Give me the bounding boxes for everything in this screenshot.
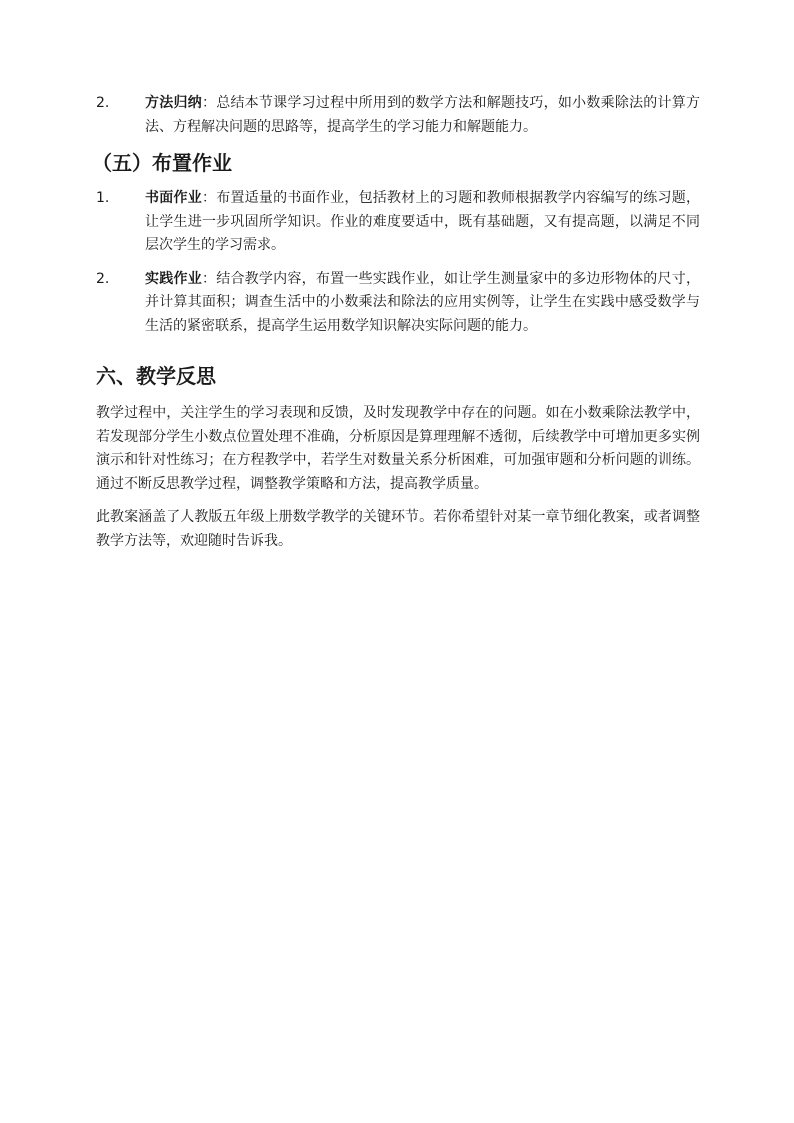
list-number: 1. <box>96 190 110 206</box>
document-page <box>92 92 701 563</box>
list-term: 书面作业 <box>145 190 202 206</box>
list-item-written-homework <box>96 187 700 258</box>
list-colon: ： <box>201 270 217 287</box>
list-number: 2. <box>96 270 110 287</box>
list-item-method-summary <box>96 92 700 139</box>
list-term: 方法归纳 <box>145 95 202 111</box>
list-text: 结合教学内容，布置一些实践作业，如让学生测量家中的多边形物体的尺寸，并计算其面积；调查生活中的小数乘法和除法的应用实例等，让学生在实践中感受数学与生活的紧密联系，提高学生运用数学知识解决实际问题的能力。 <box>145 270 701 334</box>
list-colon: ： <box>201 95 217 111</box>
list-text: 总结本节课学习过程中所用到的数学方法和解题技巧，如小数乘除法的计算方法、方程解决问题的思路等，提高学生的学习能力和解题能力。 <box>145 95 701 135</box>
reflection-paragraph: 教学过程中，关注学生的学习表现和反馈，及时发现教学中存在的问题。如在小数乘除法教学中，若发现部分学生小数点位置处理不准确，分析原因是算理理解不透彻，后续教学中可增加更多实例演示和针对性练习；在方程教学中，若学生对数量关系分析困难，可加强审题和分析问题的训练。通过不断反思教学过程，调整教学策略和方法，提高教学质量。 <box>96 405 700 492</box>
section-heading-reflection: 六、教学反思 <box>96 364 216 388</box>
list-term: 实践作业 <box>145 270 202 287</box>
list-number: 2. <box>96 95 110 111</box>
closing-paragraph: 此教案涵盖了人教版五年级上册数学教学的关键环节。若你希望针对某一章节细化教案，或者调整教学方法等，欢迎随时告诉我。 <box>96 509 700 549</box>
list-item-practice-homework <box>96 268 700 339</box>
section-heading-homework: （五）布置作业 <box>92 151 232 175</box>
list-text: 布置适量的书面作业，包括教材上的习题和教师根据教学内容编写的练习题，让学生进一步巩固所学知识。作业的难度要适中，既有基础题，又有提高题，以满足不同层次学生的学习需求。 <box>145 190 701 253</box>
list-colon: ： <box>201 190 217 206</box>
